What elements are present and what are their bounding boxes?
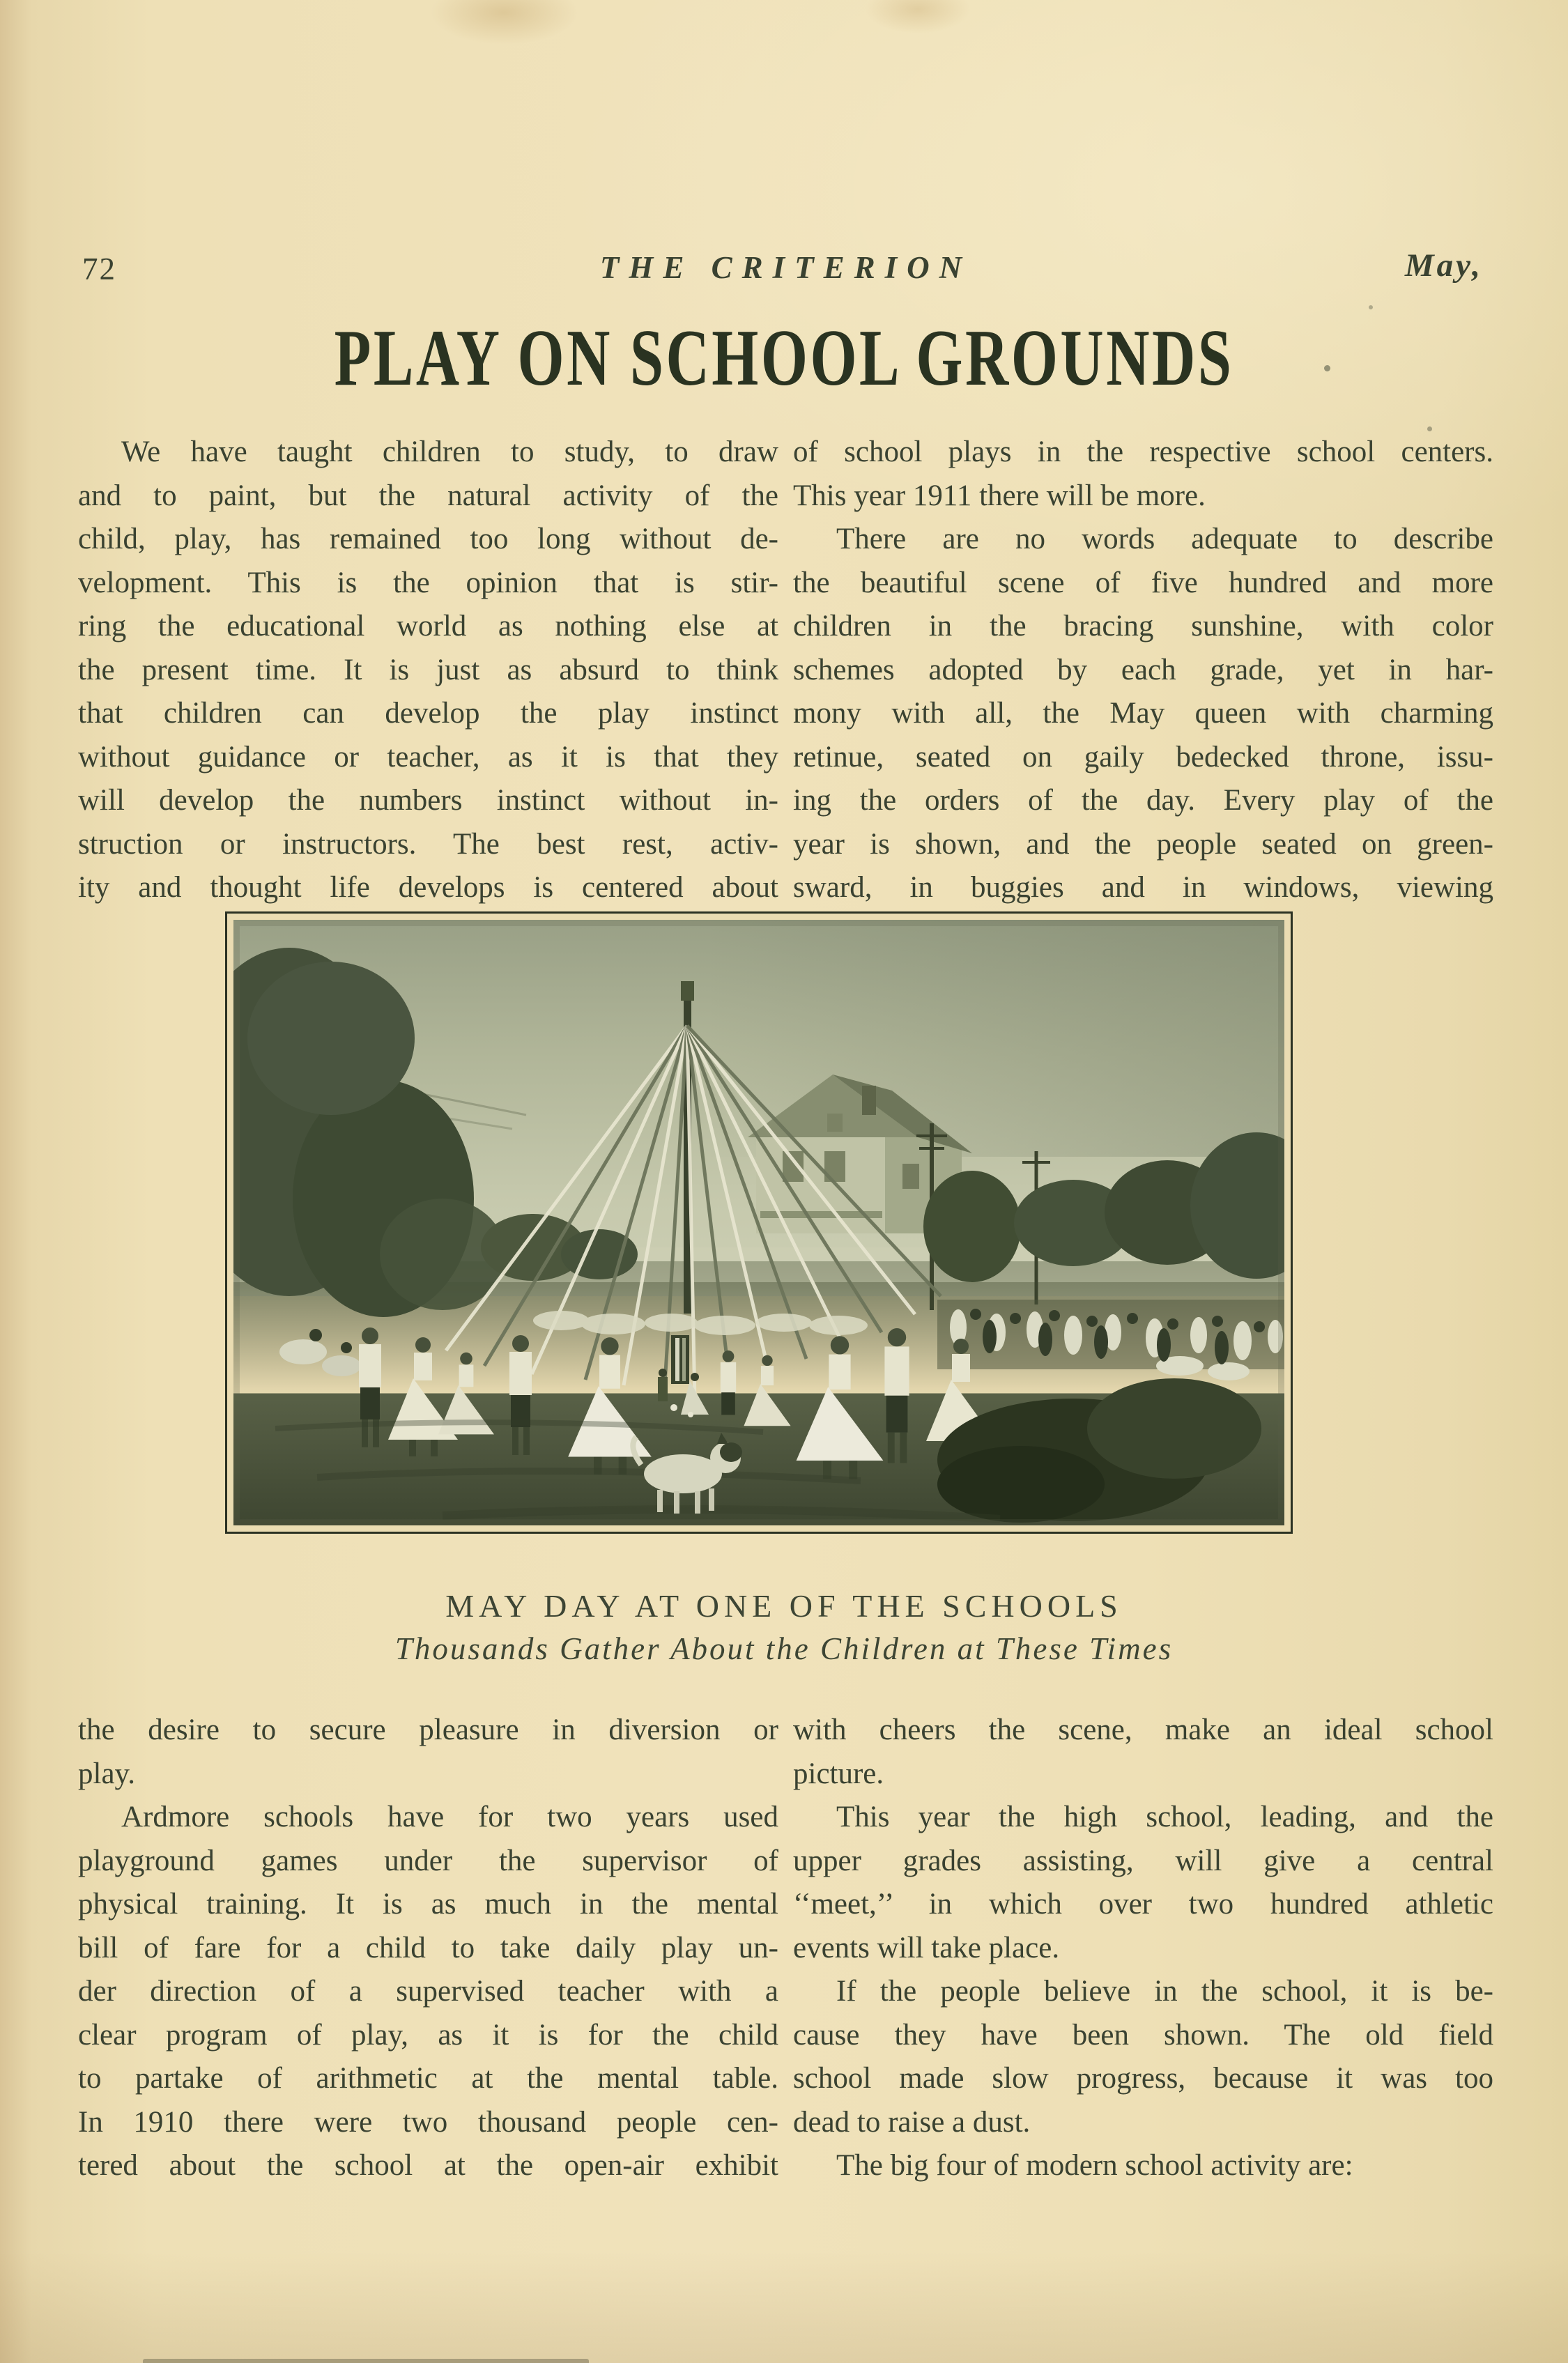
issue-month-label: May, <box>1404 247 1483 284</box>
text-line: schemes adopted by each grade, yet in har- <box>793 653 1493 686</box>
photo-frame <box>225 911 1293 1534</box>
text-line: physical training. It is as much in the mental <box>78 1888 778 1921</box>
print-artifact-dot <box>1369 305 1373 309</box>
text-line: clear program of play, as it is for the child <box>78 2018 778 2052</box>
scan-edge-artifact <box>143 2359 589 2363</box>
text-line: without guidance or teacher, as it is that they <box>78 740 778 773</box>
text-line: retinue, seated on gaily bedecked throne, issu- <box>793 740 1493 773</box>
text-line: mony with all, the May queen with charming <box>793 697 1493 730</box>
text-line: play. <box>78 1757 135 1790</box>
column-top-left <box>78 431 778 910</box>
text-line: ity and thought life develops is centered about <box>78 871 778 904</box>
scan-shadow <box>0 2252 1568 2363</box>
print-artifact-dot <box>1324 365 1330 371</box>
running-header <box>80 249 1491 291</box>
photo-illustration <box>233 920 1284 1525</box>
text-line: This year 1911 there will be more. <box>793 479 1206 512</box>
text-line: Ardmore schools have for two years used <box>121 1801 778 1833</box>
text-line: playground games under the supervisor of <box>78 1844 778 1877</box>
text-line: and to paint, but the natural activity of the <box>78 479 778 512</box>
text-line: ing the orders of the day. Every play of the <box>793 784 1493 817</box>
journal-title: THE CRITERION <box>599 250 972 285</box>
text-line: bill of fare for a child to take daily play un- <box>78 1931 778 1964</box>
crowd-right <box>937 1300 1284 1380</box>
text-line: This year the high school, leading, and the <box>836 1801 1493 1833</box>
figure-caption-subtitle: Thousands Gather About the Children at These Times <box>394 1631 1174 1666</box>
article-title: PLAY ON SCHOOL GROUNDS <box>334 314 1234 403</box>
text-line: the beautiful scene of five hundred and more <box>793 566 1493 599</box>
text-line: to partake of arithmetic at the mental table. <box>78 2062 778 2095</box>
text-line: school made slow progress, because it was too <box>793 2062 1493 2095</box>
text-line: year is shown, and the people seated on green- <box>793 827 1493 861</box>
text-line: the desire to secure pleasure in diversion or <box>78 1714 778 1746</box>
text-line: der direction of a supervised teacher with a <box>78 1975 778 2008</box>
text-line: tered about the school at the open-air exhibit <box>78 2149 778 2182</box>
text-line: with cheers the scene, make an ideal school <box>793 1714 1493 1746</box>
text-line: cause they have been shown. The old field <box>793 2018 1493 2052</box>
text-line: In 1910 there were two thousand people cen- <box>78 2105 778 2139</box>
figure-caption-title: MAY DAY AT ONE OF THE SCHOOLS <box>445 1588 1123 1624</box>
text-line: children in the bracing sunshine, with color <box>793 610 1493 642</box>
text-line: There are no words adequate to describe <box>836 523 1493 555</box>
text-line: sward, in buggies and in windows, viewing <box>793 871 1493 904</box>
text-line: that children can develop the play instinct <box>78 697 778 730</box>
text-line: The big four of modern school activity are: <box>836 2149 1353 2182</box>
text-line: If the people believe in the school, it is be- <box>836 1975 1493 2008</box>
text-line: picture. <box>793 1757 884 1790</box>
paper-stain <box>431 0 577 45</box>
column-top-right <box>793 431 1493 910</box>
paper-stain <box>866 0 970 33</box>
column-bottom-left <box>78 1709 778 2188</box>
text-line: velopment. This is the opinion that is stir- <box>78 566 778 599</box>
text-line: of school plays in the respective school centers. <box>793 436 1493 468</box>
page-number: 72 <box>82 252 116 286</box>
text-line: ‘‘meet,’’ in which over two hundred athletic <box>793 1888 1493 1921</box>
text-line: dead to raise a dust. <box>793 2105 1031 2139</box>
text-line: the present time. It is just as absurd to think <box>78 653 778 686</box>
text-line: ring the educational world as nothing else at <box>78 610 778 642</box>
text-line: We have taught children to study, to draw <box>121 436 778 468</box>
column-bottom-right <box>793 1709 1493 2188</box>
text-line: upper grades assisting, will give a central <box>793 1844 1493 1877</box>
text-line: will develop the numbers instinct without in- <box>78 784 778 817</box>
text-line: events will take place. <box>793 1931 1060 1964</box>
text-line: child, play, has remained too long without de- <box>78 523 778 555</box>
text-line: struction or instructors. The best rest, activ- <box>78 827 778 861</box>
